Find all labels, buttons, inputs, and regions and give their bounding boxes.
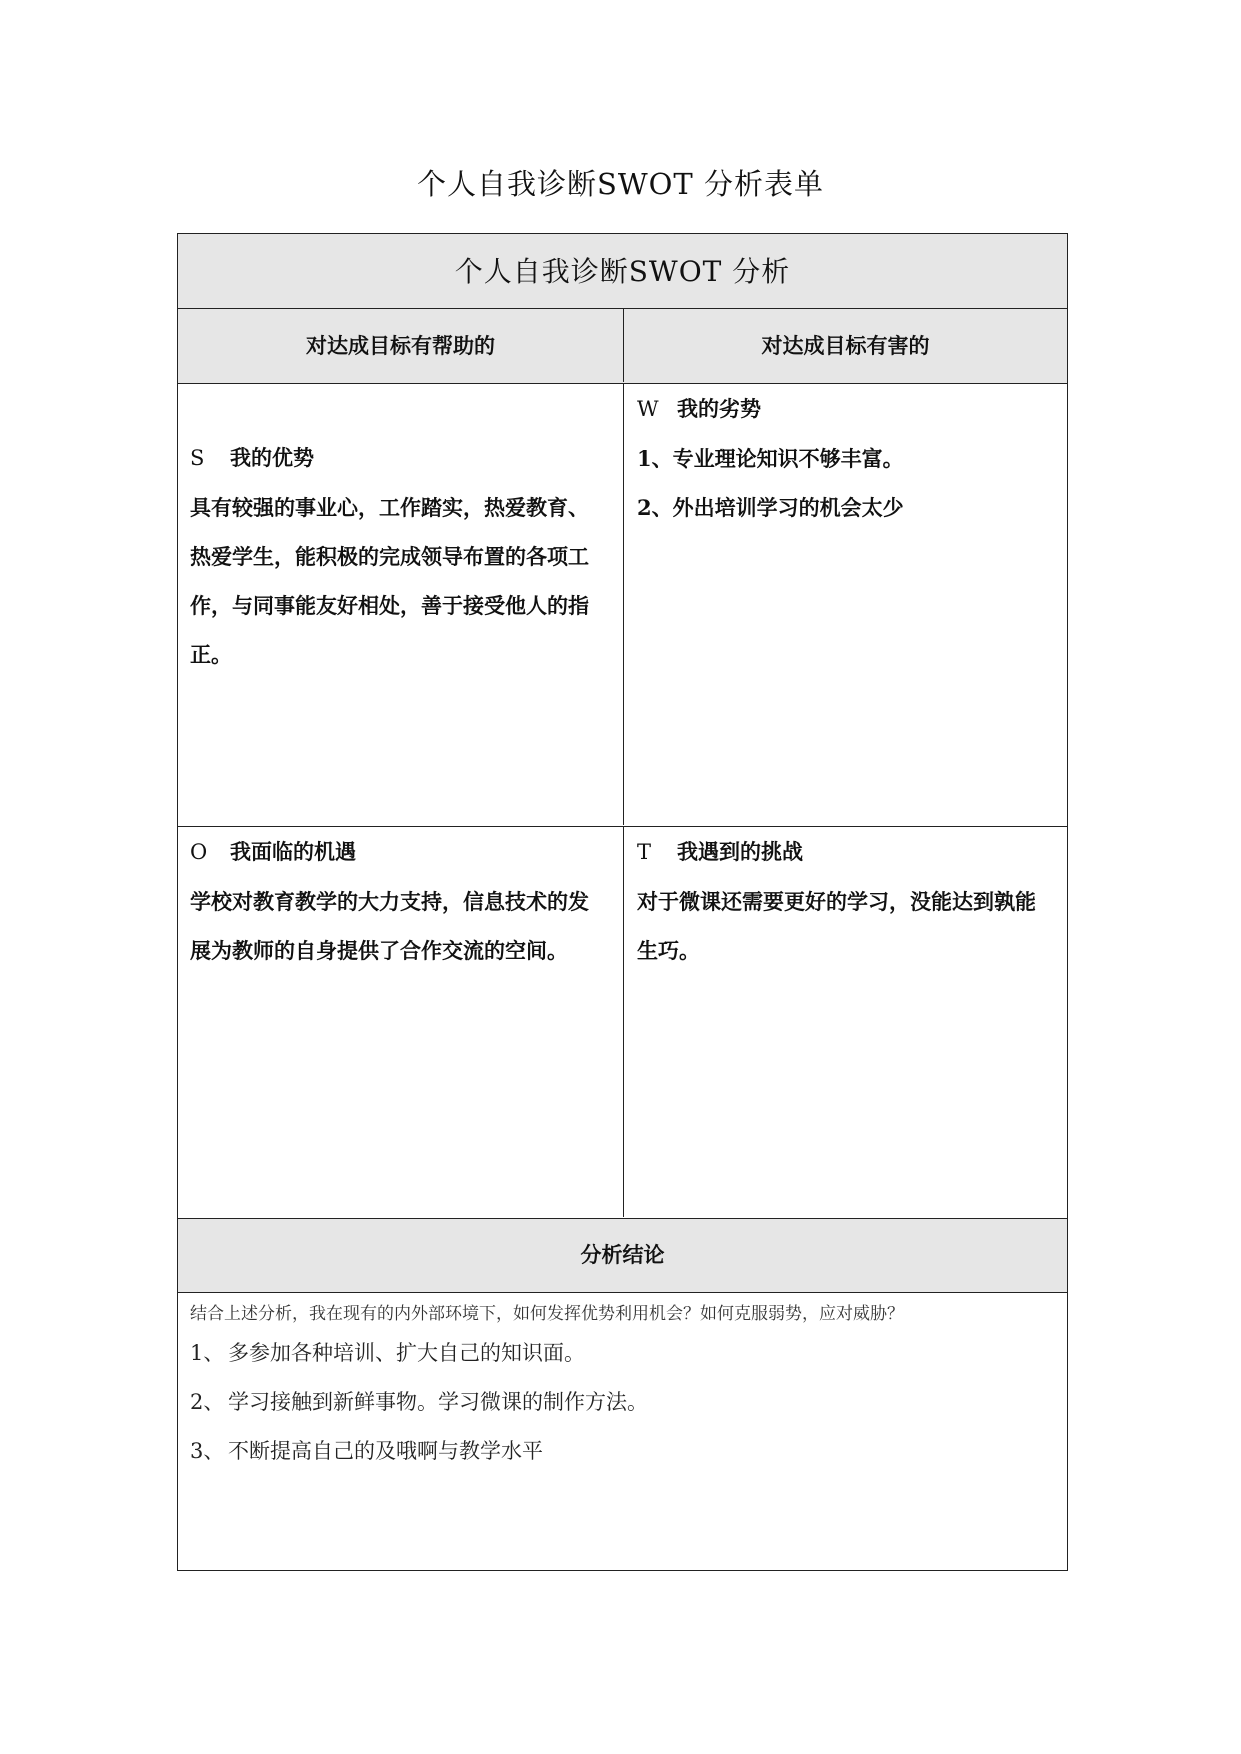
- weaknesses-cell: [625, 384, 1066, 532]
- threats-line: 对于微课还需要更好的学习，没能达到孰能: [637, 889, 1036, 914]
- document-title: 个人自我诊断SWOT 分析表单: [416, 167, 824, 201]
- conclusion-item: [190, 1378, 1055, 1427]
- table-header-row: [178, 234, 1067, 309]
- conclusion-header-row: [178, 1219, 1067, 1293]
- column-divider: [623, 309, 624, 382]
- threats-heading: [637, 827, 1056, 877]
- weaknesses-letter: W: [637, 397, 659, 421]
- column-divider: [623, 384, 624, 825]
- threats-line: 生巧。: [637, 938, 700, 963]
- conclusion-item: [190, 1329, 1055, 1378]
- conclusion-prompt: 结合上述分析，我在现有的内外部环境下，如何发挥优势利用机会？如何克服弱势，应对威胁？: [190, 1304, 904, 1324]
- opportunities-line: 学校对教育教学的大力支持，信息技术的发: [190, 889, 589, 914]
- conclusion-item-number: 1、: [190, 1341, 225, 1365]
- conclusion-header: 分析结论: [580, 1242, 665, 1267]
- column-divider: [623, 827, 624, 1217]
- quadrant-row-ot: [178, 827, 1067, 1219]
- weaknesses-item: 2、外出培训学习的机会太少: [637, 495, 904, 520]
- conclusion-item-number: 3、: [190, 1439, 225, 1463]
- threats-title: 我遇到的挑战: [677, 839, 803, 864]
- helpful-label: 对达成目标有帮助的: [306, 333, 495, 358]
- quadrant-row-sw: [178, 384, 1067, 827]
- conclusion-item-text: 不断提高自己的及哦啊与教学水平: [228, 1439, 543, 1463]
- conclusion-item: [190, 1427, 1055, 1476]
- strengths-cell: [178, 384, 623, 679]
- subheader-row: [178, 309, 1067, 384]
- table-header: 个人自我诊断SWOT 分析: [454, 255, 791, 288]
- strengths-letter: S: [190, 446, 205, 470]
- strengths-heading: [190, 433, 613, 483]
- weaknesses-title: 我的劣势: [677, 396, 761, 421]
- conclusion-item-number: 2、: [190, 1390, 225, 1414]
- weaknesses-heading: [637, 384, 1056, 434]
- strengths-line: 具有较强的事业心，工作踏实，热爱教育、: [190, 495, 589, 520]
- opportunities-heading: [190, 827, 613, 877]
- strengths-line: 热爱学生，能积极的完成领导布置的各项工: [190, 544, 589, 569]
- strengths-line: 正。: [190, 642, 232, 667]
- opportunities-line: 展为教师的自身提供了合作交流的空间。: [190, 938, 568, 963]
- threats-cell: [625, 827, 1066, 975]
- weaknesses-item: 1、专业理论知识不够丰富。: [637, 446, 904, 471]
- harmful-label: 对达成目标有害的: [761, 333, 930, 358]
- opportunities-title: 我面临的机遇: [230, 839, 356, 864]
- opportunities-letter: O: [190, 840, 208, 864]
- strengths-line: 作，与同事能友好相处，善于接受他人的指: [190, 593, 589, 618]
- opportunities-cell: [178, 827, 623, 975]
- strengths-title: 我的优势: [230, 445, 314, 470]
- threats-letter: T: [637, 840, 652, 864]
- conclusion-body: [178, 1293, 1067, 1570]
- conclusion-item-text: 多参加各种培训、扩大自己的知识面。: [228, 1341, 585, 1365]
- conclusion-item-text: 学习接触到新鲜事物。学习微课的制作方法。: [228, 1390, 648, 1414]
- swot-table: [177, 233, 1068, 1571]
